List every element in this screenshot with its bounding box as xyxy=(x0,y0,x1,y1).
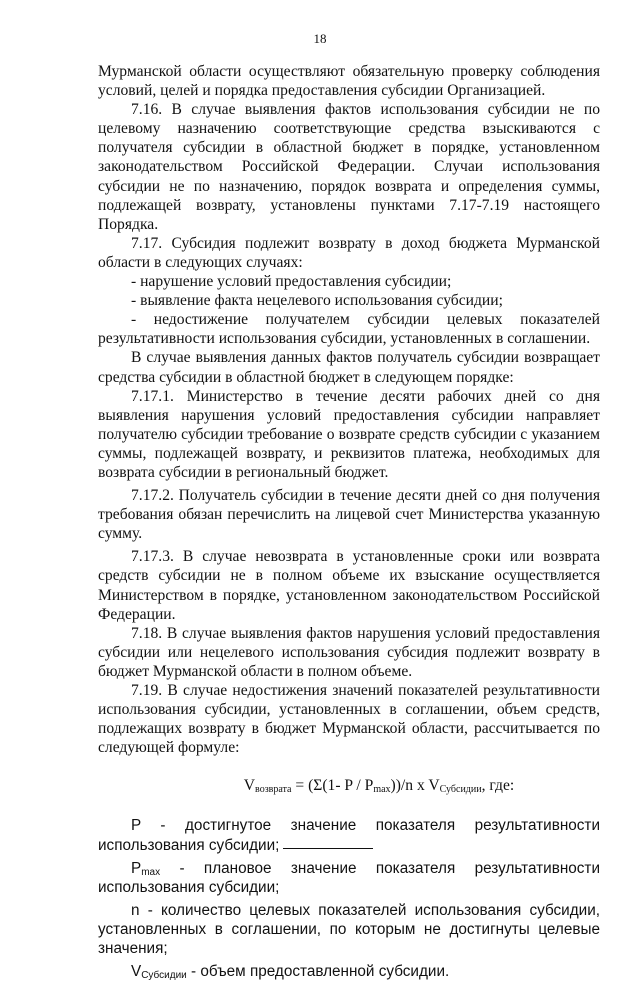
definition-symbol: n xyxy=(131,901,140,919)
formula xyxy=(98,776,600,795)
definition-symbol: P xyxy=(131,859,142,877)
paragraph-7-17-2: 7.17.2. Получатель субсидии в течение десяти дней со дня получения требования обязан перечислить на лицевой счет Министерства указанную сумму. xyxy=(98,487,600,543)
paragraph: Мурманской области осуществляют обязательную проверку соблюдения условий, целей и порядка предоставления субсидии Организацией. xyxy=(98,63,600,100)
paragraph-7-19: 7.19. В случае недостижения значений показателей результативности использования субсидии, установленных в соглашении, объем средств, подлежащих возврату в бюджет Мурманской области, рассчитывается по следующей формуле: xyxy=(98,682,600,757)
formula-tail: , где: xyxy=(481,777,515,795)
formula-v-sub: возврата xyxy=(255,784,292,796)
paragraph-7-17-3: 7.17.3. В случае невозврата в установленные сроки или возврата средств субсидии не в полном объеме их взыскание осуществляется Министерством в порядке, установленном законодательством Российской Федерации. xyxy=(98,548,600,623)
definition-pmax xyxy=(98,859,600,897)
page-number: 18 xyxy=(313,31,327,46)
definition-text: - плановое значение показателя результативности использования субсидии; xyxy=(98,859,600,896)
formula-pmax-sub: max xyxy=(373,784,391,796)
formula-v: V xyxy=(243,777,256,795)
document-body xyxy=(98,62,600,981)
definition-symbol: P xyxy=(131,817,141,835)
paragraph: В случае выявления данных фактов получатель субсидии возвращает средства субсидии в областной бюджет в следующем порядке: xyxy=(98,349,600,386)
formula-middle: = (Σ(1- P / P xyxy=(291,777,374,795)
list-item: - выявление факта нецелевого использования субсидии; xyxy=(131,292,503,310)
definition-symbol: V xyxy=(131,963,142,981)
definition-vsub xyxy=(98,962,600,981)
list-item: - нарушение условий предоставления субсидии; xyxy=(131,273,452,291)
formula-definitions xyxy=(98,816,600,981)
paragraph-7-17-1: 7.17.1. Министерство в течение десяти рабочих дней со дня выявления нарушения условий предоставления субсидии направляет получателю субсидии требование о возврате средств субсидии с указанием суммы, подлежащей возврату, и реквизитов платежа, необходимых для возврата субсидии в региональный бюджет. xyxy=(98,387,600,481)
definition-sub: max xyxy=(141,866,161,878)
list-item: - недостижение получателем субсидии целевых показателей результативности использования субсидии, установленных в соглашении. xyxy=(98,311,600,348)
definition-sub: Субсидии xyxy=(141,970,187,981)
formula-vs-sub: Субсидии xyxy=(439,784,482,796)
paragraph-7-16: 7.16. В случае выявления фактов использования субсидии не по целевому назначению соответствующие средства взыскиваются с получателя субсидии в областной бюджет в порядке, установленном законодательством Российской Федерации. Случаи использования субсидии не по назначению, порядок возврата и определения суммы, подлежащей возврату, установлены пунктами 7.17-7.19 настоящего Порядка. xyxy=(98,101,600,233)
definition-n xyxy=(98,901,600,958)
definition-text: - достигнутое значение показателя результативности использования субсидии; xyxy=(98,817,600,854)
paragraph-7-18: 7.18. В случае выявления фактов нарушения условий предоставления субсидии или нецелевого использования субсидия подлежит возврату в бюджет Мурманской области в полном объеме. xyxy=(98,624,600,680)
definition-text: - количество целевых показателей использования субсидии, установленных в соглашении, по которым не достигнуты целевые значения; xyxy=(98,901,600,958)
formula-after: ))/n x V xyxy=(390,777,440,795)
paragraph-7-17: 7.17. Субсидия подлежит возврату в доход бюджета Мурманской области в следующих случаях: xyxy=(98,234,600,271)
closing-rule xyxy=(283,848,373,849)
definition-text: - объем предоставленной субсидии. xyxy=(186,963,450,981)
